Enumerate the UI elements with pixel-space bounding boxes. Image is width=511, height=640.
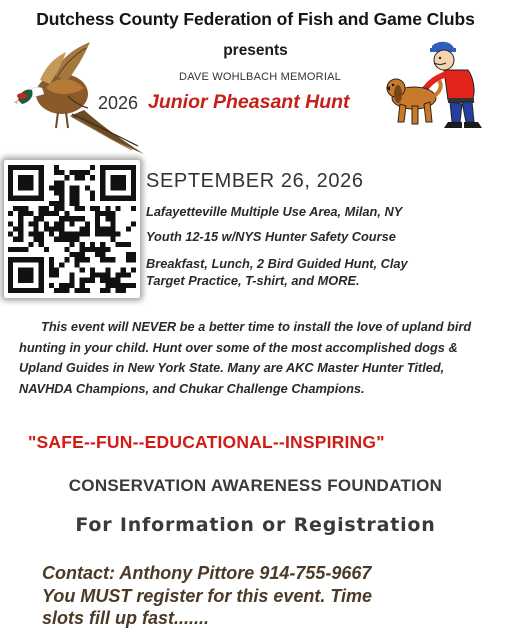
event-description: This event will NEVER be a better time to install the love of upland bird hunting in your child. Hunt over some of the most accomplished dogs & Upland Guides in New York State. Many are AKC Master Hunter Titled, NAVHDA Champions, and Chukar Challenge Champions. — [19, 319, 472, 396]
qr-code-frame[interactable] — [4, 160, 140, 298]
info-heading: For Information or Registration — [75, 514, 436, 536]
contact-block — [42, 562, 492, 630]
pheasant-icon — [10, 36, 146, 156]
contact-line-1: Contact: Anthony Pittore 914-755-9667 — [42, 563, 372, 583]
organization-title: Dutchess County Federation of Fish and Game Clubs — [36, 9, 475, 29]
contact-line-2: You MUST register for this event. Time — [42, 585, 373, 606]
event-location: Lafayetteville Multiple Use Area, Milan, NY — [146, 204, 403, 219]
includes-line-1: Breakfast, Lunch, 2 Bird Guided Hunt, Clay — [146, 256, 408, 271]
memorial-text: DAVE WOHLBACH MEMORIAL — [179, 71, 341, 83]
event-eligibility: Youth 12-15 w/NYS Hunter Safety Course — [146, 229, 396, 244]
presents-text: presents — [223, 42, 288, 59]
contact-line-3: slots fill up fast....... — [42, 608, 210, 628]
foundation-name: CONSERVATION AWARENESS FOUNDATION — [68, 476, 443, 495]
hunter-with-dog-icon — [386, 38, 508, 130]
qr-code-icon[interactable] — [8, 165, 136, 293]
event-includes — [146, 255, 486, 289]
event-slogan: "SAFE--FUN--EDUCATIONAL--INSPIRING" — [28, 432, 385, 452]
includes-line-2: Target Practice, T-shirt, and MORE. — [146, 273, 360, 288]
event-year: 2026 — [98, 93, 139, 113]
event-date: SEPTEMBER 26, 2026 — [146, 170, 364, 192]
event-name: Junior Pheasant Hunt — [148, 91, 350, 113]
